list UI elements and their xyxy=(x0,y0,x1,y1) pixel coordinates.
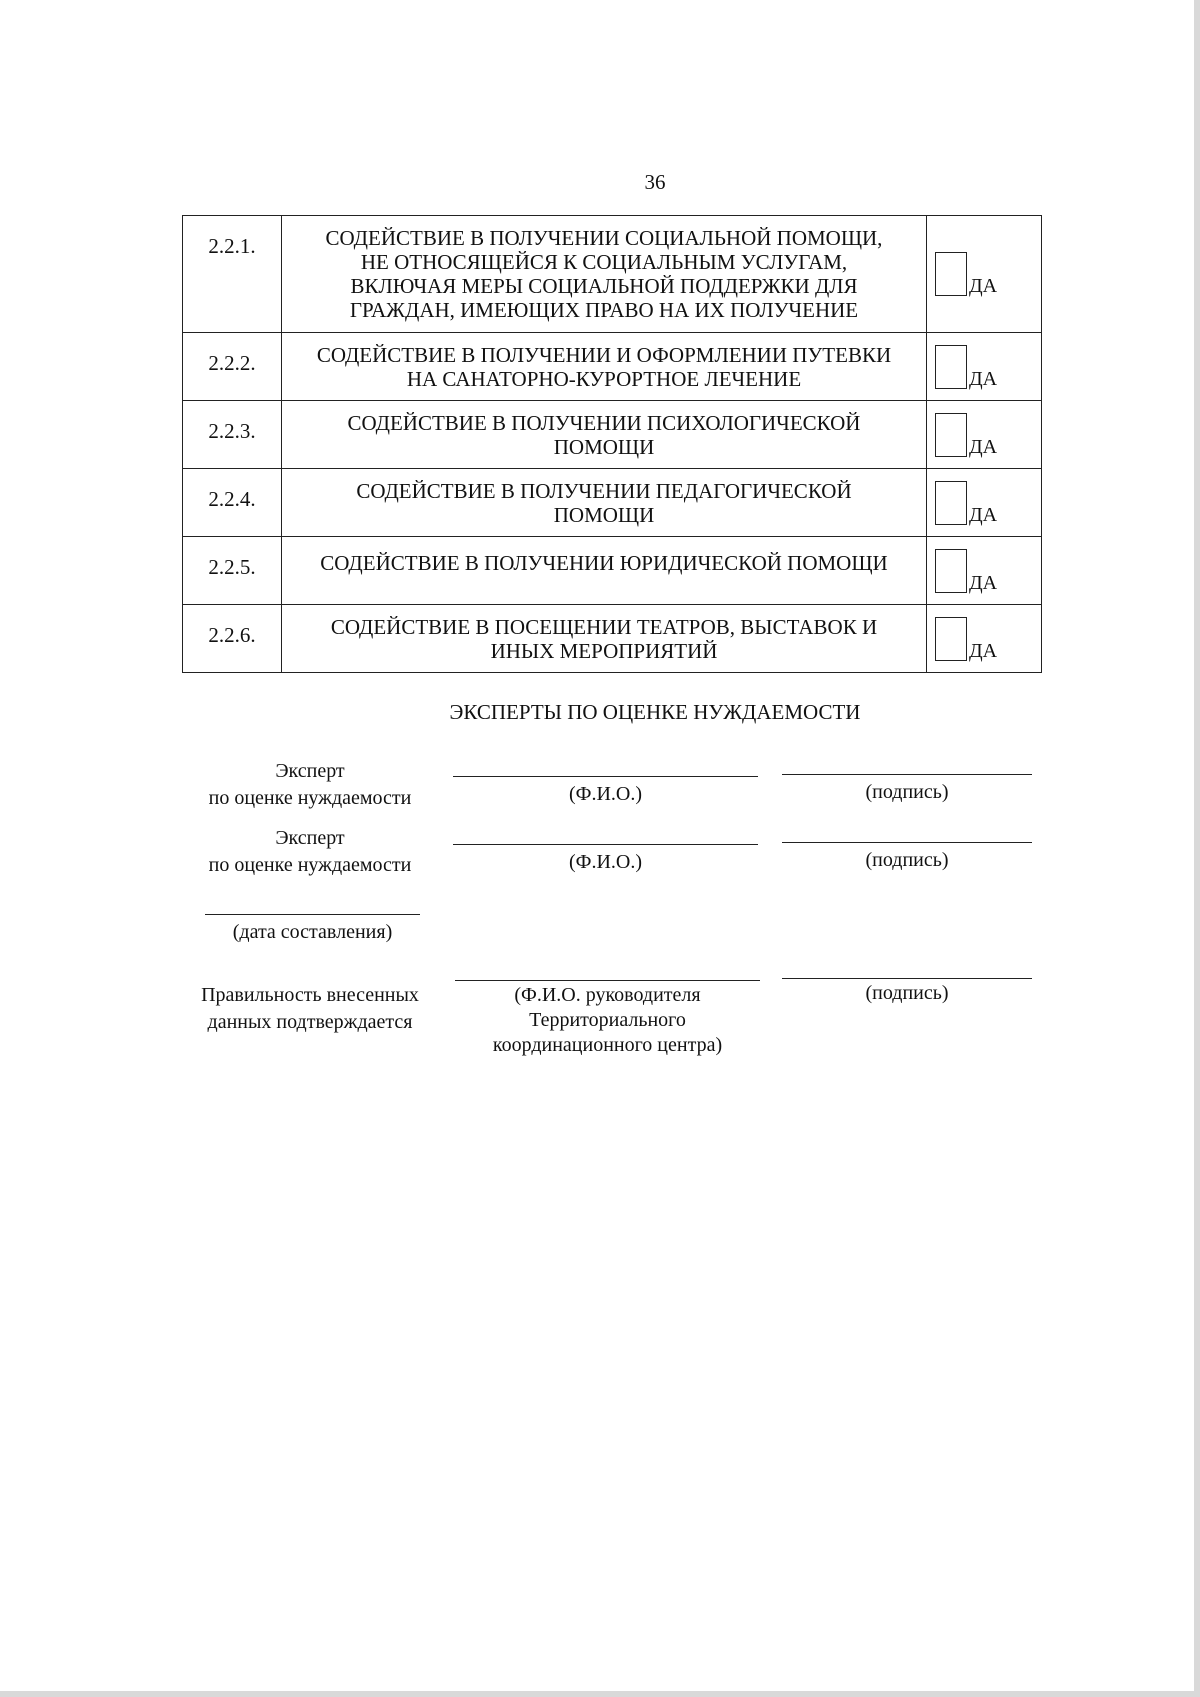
expert-signature-caption: (подпись) xyxy=(865,849,949,871)
service-description xyxy=(282,605,927,673)
date-field[interactable] xyxy=(205,914,420,915)
head-signature-caption: (подпись) xyxy=(865,982,949,1004)
yes-checkbox[interactable] xyxy=(935,252,967,296)
head-name-caption-line: (Ф.И.О. руководителя xyxy=(514,984,701,1006)
service-code: 2.2.4. xyxy=(183,469,282,537)
confirmation-label-line: данных подтверждается xyxy=(207,1011,413,1033)
experts-heading: ЭКСПЕРТЫ ПО ОЦЕНКЕ НУЖДАЕМОСТИ xyxy=(449,700,861,724)
head-signature-field[interactable] xyxy=(782,978,1032,979)
yes-label: ДА xyxy=(969,275,998,297)
head-name-caption-line: координационного центра) xyxy=(492,1034,723,1056)
answer-group xyxy=(927,345,1041,389)
service-code: 2.2.1. xyxy=(183,216,282,333)
service-description-line: ПОМОЩИ xyxy=(553,434,655,459)
yes-label: ДА xyxy=(969,639,998,662)
yes-label: ДА xyxy=(969,571,998,594)
service-description-line: СОДЕЙСТВИЕ В ПОЛУЧЕНИИ ПЕДАГОГИЧЕСКОЙ xyxy=(356,478,852,503)
service-description-line: НА САНАТОРНО-КУРОРТНОЕ ЛЕЧЕНИЕ xyxy=(406,366,802,391)
service-code: 2.2.3. xyxy=(183,401,282,469)
head-name-caption xyxy=(455,983,760,1058)
head-name-field[interactable] xyxy=(455,980,760,981)
expert-signature-field[interactable] xyxy=(782,842,1032,843)
service-code: 2.2.5. xyxy=(183,537,282,605)
yes-checkbox[interactable] xyxy=(935,481,967,525)
sheet-edge-right xyxy=(1194,0,1200,1697)
service-description xyxy=(282,401,927,469)
service-description-line: СОДЕЙСТВИЕ В ПОСЕЩЕНИИ ТЕАТРОВ, ВЫСТАВОК И xyxy=(330,614,878,639)
service-description xyxy=(282,333,927,401)
page-number: 36 xyxy=(644,170,666,194)
answer-group xyxy=(927,617,1041,661)
service-description xyxy=(282,216,927,333)
confirmation-label xyxy=(180,982,440,1036)
expert-signature-field[interactable] xyxy=(782,774,1032,775)
expert-label-line: Эксперт xyxy=(275,760,345,782)
service-description-line: СОДЕЙСТВИЕ В ПОЛУЧЕНИИ И ОФОРМЛЕНИИ ПУТЕВКИ xyxy=(316,342,892,367)
service-description-line: СОДЕЙСТВИЕ В ПОЛУЧЕНИИ СОЦИАЛЬНОЙ ПОМОЩИ, xyxy=(325,226,883,250)
expert-name-caption: (Ф.И.О.) xyxy=(568,851,642,873)
expert-label-line: Эксперт xyxy=(275,827,345,849)
service-description-line: СОДЕЙСТВИЕ В ПОЛУЧЕНИИ ПСИХОЛОГИЧЕСКОЙ xyxy=(347,410,861,435)
table-row xyxy=(183,537,1042,605)
answer-cell xyxy=(927,469,1042,537)
table-row xyxy=(183,469,1042,537)
yes-checkbox[interactable] xyxy=(935,413,967,457)
table-row xyxy=(183,605,1042,673)
service-description-line: ПОМОЩИ xyxy=(553,502,655,527)
answer-group xyxy=(927,549,1041,593)
sheet-edge-bottom xyxy=(0,1691,1200,1697)
table-row xyxy=(183,401,1042,469)
yes-checkbox[interactable] xyxy=(935,549,967,593)
answer-cell xyxy=(927,537,1042,605)
yes-checkbox[interactable] xyxy=(935,345,967,389)
yes-checkbox[interactable] xyxy=(935,617,967,661)
confirmation-label-line: Правильность внесенных xyxy=(201,984,419,1006)
table-row xyxy=(183,333,1042,401)
yes-label: ДА xyxy=(969,435,998,458)
answer-group xyxy=(927,252,1041,296)
expert-label-line: по оценке нуждаемости xyxy=(208,854,412,876)
table-row xyxy=(183,216,1042,333)
answer-cell xyxy=(927,401,1042,469)
services-table xyxy=(182,215,1042,673)
date-caption: (дата составления) xyxy=(232,921,393,943)
service-description-line: ИНЫХ МЕРОПРИЯТИЙ xyxy=(490,638,718,663)
expert-signature-caption: (подпись) xyxy=(865,781,949,803)
service-code: 2.2.6. xyxy=(183,605,282,673)
service-description xyxy=(282,469,927,537)
service-description-line: ГРАЖДАН, ИМЕЮЩИХ ПРАВО НА ИХ ПОЛУЧЕНИЕ xyxy=(349,298,859,322)
expert-label-line: по оценке нуждаемости xyxy=(208,787,412,809)
service-code: 2.2.2. xyxy=(183,333,282,401)
head-name-caption-line: Территориального xyxy=(529,1009,686,1031)
service-description-line: СОДЕЙСТВИЕ В ПОЛУЧЕНИИ ЮРИДИЧЕСКОЙ ПОМОЩИ xyxy=(320,551,888,575)
answer-cell xyxy=(927,333,1042,401)
expert-name-field[interactable] xyxy=(453,776,758,777)
yes-label: ДА xyxy=(969,503,998,526)
expert-name-caption: (Ф.И.О.) xyxy=(568,783,642,805)
answer-group xyxy=(927,413,1041,457)
answer-group xyxy=(927,481,1041,525)
expert-label xyxy=(180,758,440,812)
service-description-line: НЕ ОТНОСЯЩЕЙСЯ К СОЦИАЛЬНЫМ УСЛУГАМ, xyxy=(360,250,848,274)
yes-label: ДА xyxy=(969,367,998,390)
answer-cell xyxy=(927,605,1042,673)
service-description-line: ВКЛЮЧАЯ МЕРЫ СОЦИАЛЬНОЙ ПОДДЕРЖКИ ДЛЯ xyxy=(350,274,858,298)
expert-label xyxy=(180,825,440,879)
answer-cell xyxy=(927,216,1042,333)
service-description xyxy=(282,537,927,605)
expert-name-field[interactable] xyxy=(453,844,758,845)
